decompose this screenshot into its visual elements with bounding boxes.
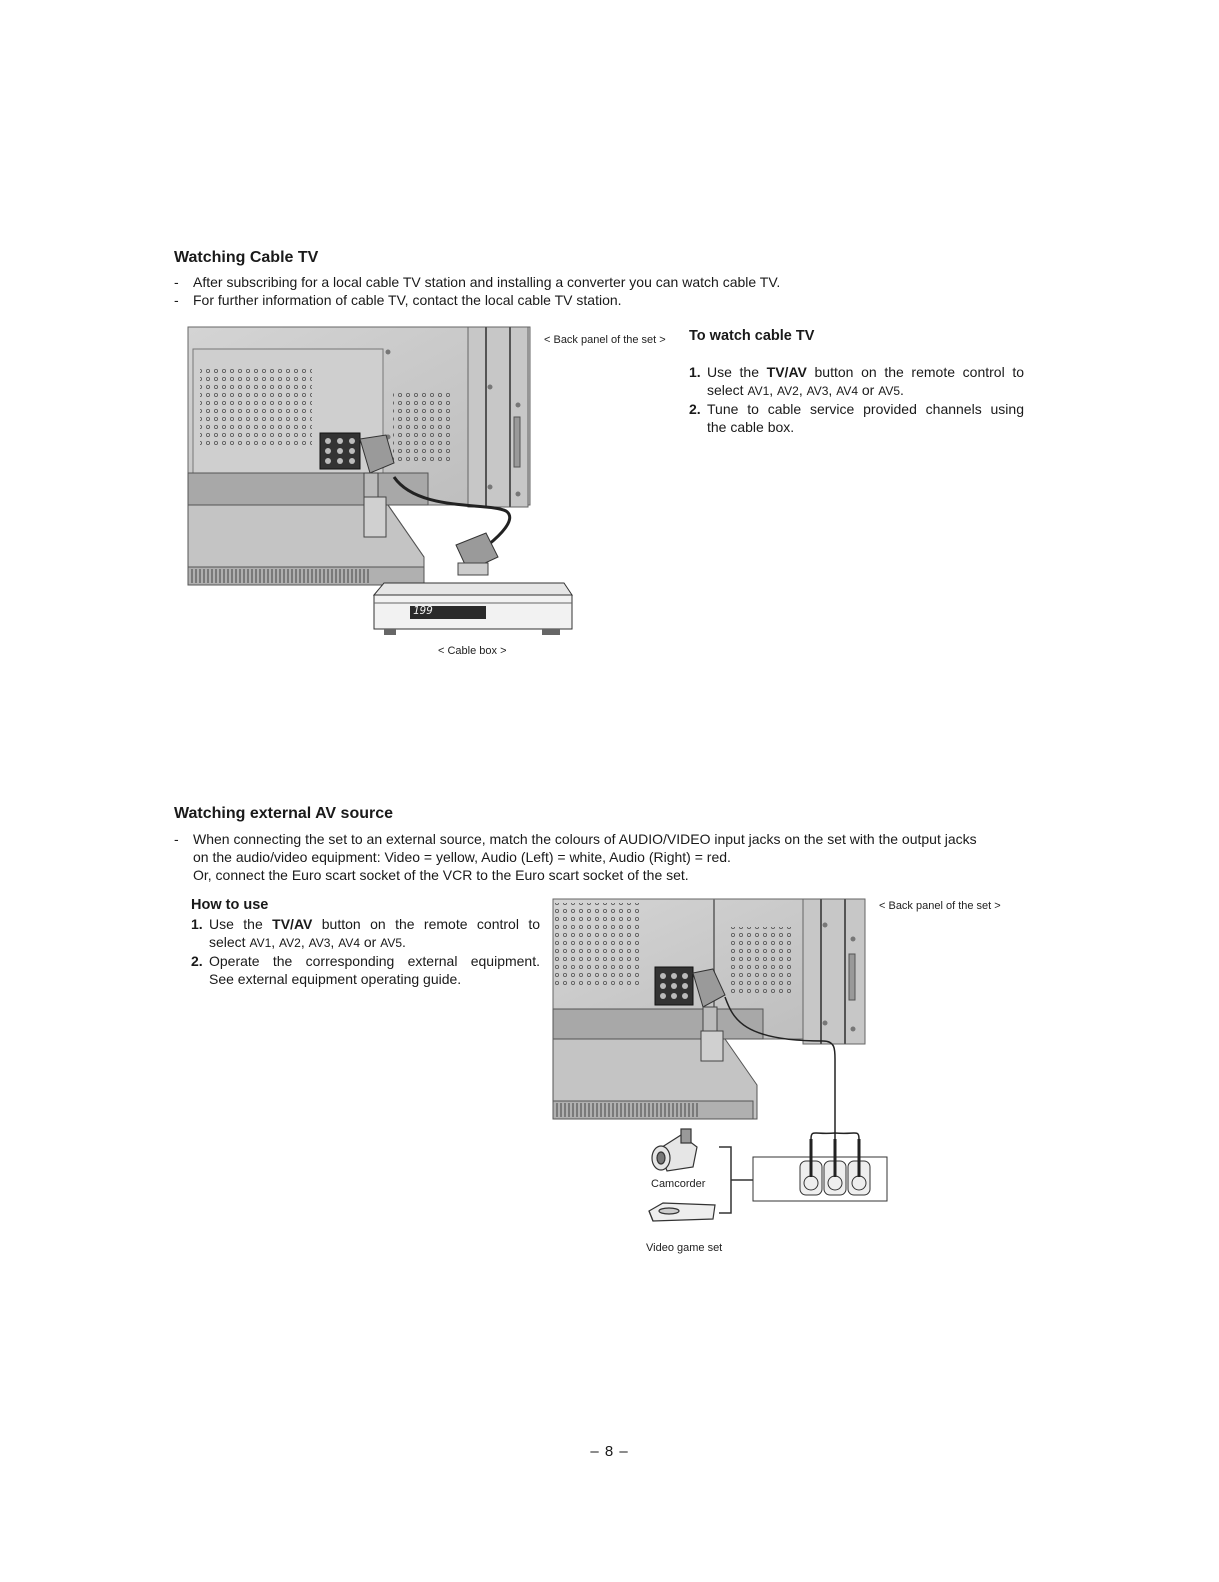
bullet-text: on the audio/video equipment: Video = yellow, Audio (Left) = white, Audio (Right) = red. <box>193 849 731 865</box>
back-panel-caption: < Back panel of the set > <box>879 900 1001 912</box>
step-text: Use the <box>209 916 273 932</box>
video-game-caption: Video game set <box>646 1242 723 1254</box>
separator: , <box>300 934 309 950</box>
step-text: the cable box. <box>707 419 795 435</box>
step-number: 1. <box>689 364 701 380</box>
step-number: 1. <box>191 916 203 932</box>
bullet-text: Or, connect the Euro scart socket of the VCR to the Euro scart socket of the set. <box>193 867 689 883</box>
av-option: AV4 <box>338 936 360 950</box>
bullet-text: When connecting the set to an external source, match the colours of AUDIO/VIDEO input jacks on the set with the output jacks <box>193 831 977 847</box>
step-text: select <box>707 382 748 398</box>
step-item <box>689 400 1024 436</box>
step-item <box>191 915 540 952</box>
camcorder-caption: Camcorder <box>651 1178 706 1190</box>
section-title-cable-tv: Watching Cable TV <box>174 249 319 266</box>
step-text: Operate the corresponding external equipment. <box>209 953 540 969</box>
step-number: 2. <box>689 401 701 417</box>
bullet-item: - After subscribing for a local cable TV station and installing a converter you can watch cable TV. <box>174 274 781 290</box>
separator: or <box>360 934 381 950</box>
cable-tv-illustration <box>188 327 588 647</box>
step-text: Use the <box>707 364 767 380</box>
bullet-text: For further information of cable TV, contact the local cable TV station. <box>193 292 622 308</box>
step-text: Tune to cable service provided channels using <box>707 401 1024 417</box>
step-item <box>689 363 1024 400</box>
bullet-list <box>174 830 1074 884</box>
av-option: AV1 <box>747 384 770 398</box>
av-option: AV4 <box>836 384 858 398</box>
av-option: AV5 <box>380 936 403 950</box>
separator: , <box>798 382 807 398</box>
page-number: – 8 – <box>590 1443 629 1460</box>
step-text: select <box>209 934 250 950</box>
tv-av-button-label: TV/AV <box>272 916 313 932</box>
av-option: AV3 <box>308 936 331 950</box>
to-watch-heading: To watch cable TV <box>689 328 815 344</box>
bullet-list <box>174 273 1074 309</box>
cable-steps <box>689 363 1024 436</box>
separator: , <box>330 934 339 950</box>
how-to-steps <box>191 915 540 988</box>
bullet-item: - When connecting the set to an external source, match the colours of AUDIO/VIDEO input jacks on the set with the output jacks on the audio/video equipment: Video = yellow, Audio (Left) = white, Audio (Right) = red. Or, connect the Euro scart socket of the VCR to the Euro scart socket of the set. <box>174 830 1074 884</box>
step-text: button on the remote control to <box>806 364 1024 380</box>
tv-av-button-label: TV/AV <box>766 364 807 380</box>
external-av-illustration <box>553 899 893 1229</box>
av-option: AV2 <box>279 936 301 950</box>
av-option: AV2 <box>777 384 799 398</box>
av-option: AV3 <box>806 384 829 398</box>
separator: , <box>828 382 837 398</box>
cable-box-caption: < Cable box > <box>438 645 507 657</box>
separator: , <box>271 934 280 950</box>
back-panel-caption: < Back panel of the set > <box>544 334 666 346</box>
separator: . <box>402 934 406 950</box>
bullet-item: - For further information of cable TV, contact the local cable TV station. <box>174 292 622 308</box>
separator: or <box>858 382 879 398</box>
bullet-text: After subscribing for a local cable TV station and installing a converter you can watch cable TV. <box>193 274 781 290</box>
av-option: AV5 <box>878 384 901 398</box>
section-title-external-av: Watching external AV source <box>174 805 394 822</box>
step-text: button on the remote control to <box>312 916 540 932</box>
separator: , <box>769 382 778 398</box>
cable-box-display: 199 <box>413 604 433 617</box>
step-text: See external equipment operating guide. <box>209 971 462 987</box>
av-option: AV1 <box>249 936 272 950</box>
separator: . <box>900 382 904 398</box>
how-to-use-heading: How to use <box>191 897 269 913</box>
step-item <box>191 952 540 988</box>
step-number: 2. <box>191 953 203 969</box>
